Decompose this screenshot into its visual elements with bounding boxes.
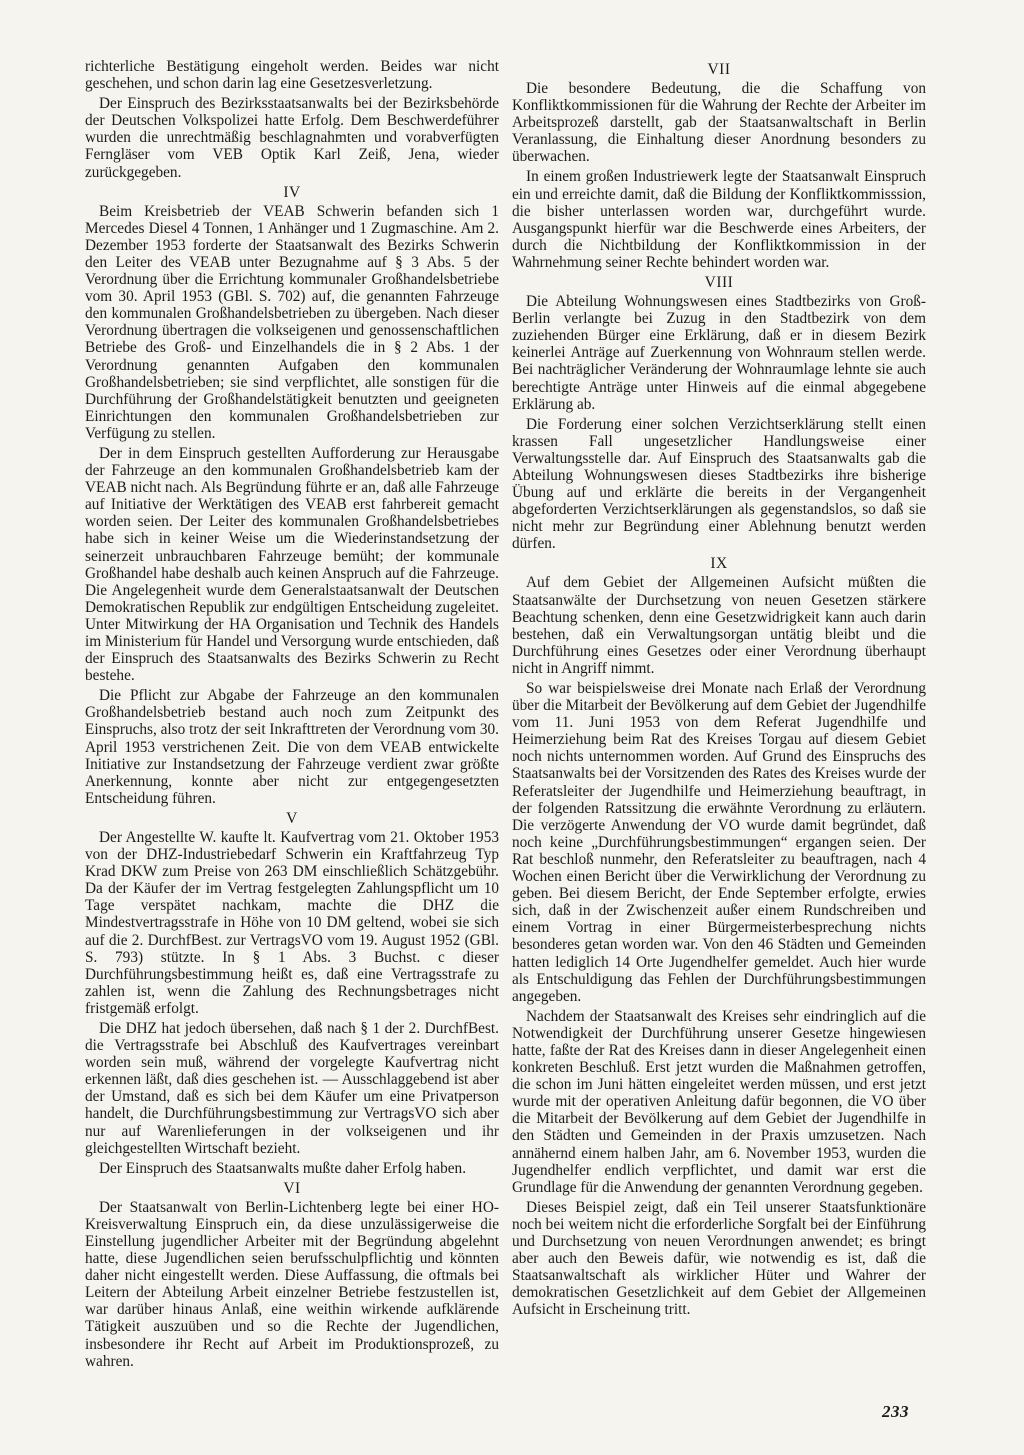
page-number: 233	[882, 1402, 909, 1421]
left-column	[85, 58, 499, 1373]
paragraph: Der Einspruch des Bezirksstaatsanwalts bei der Bezirksbehörde der Deutschen Volkspolizei hatte Erfolg. Dem Beschwerdeführer wurden die unrechtmäßig beschlagnahmten und vorabverfügten Ferngläser vom VEB Optik Karl Zeiß, Jena, wieder zurückgegeben.	[85, 95, 499, 181]
right-column	[512, 58, 926, 1321]
section-heading-ix: IX	[710, 555, 728, 573]
paragraph: So war beispielsweise drei Monate nach Erlaß der Verordnung über die Mitarbeit der Bevölkerung auf dem Gebiet der Jugendhilfe vom 11. Juni 1953 von dem Referat Jugendhilfe und Heimerziehung beim Rat des Kreises Torgau auf diesem Gebiet noch nichts unternommen worden. Auf Grund des Einspruchs des Staatsanwalts bei der Vorsitzenden des Rates des Kreises wurde der Referatsleiter der Jugendhilfe und Heimerziehung beauftragt, in der folgenden Ratssitzung die erwähnte Verordnung zu erläutern. Die verzögerte Anwendung der VO wurde damit begründet, daß noch keine „Durchführungsbestimmungen“ ergangen seien. Der Rat beschloß nunmehr, den Referatsleiter zu beauftragen, nach 4 Wochen einen Bericht über die Verwirklichung der Verordnung zu geben. Bei diesem Bericht, der Ende September erfolgte, erwies sich, daß in der Zwischenzeit außer einem Rundschreiben und einem Vortrag in einer Bürgermeisterbesprechung nichts besonderes getan worden war. Von den 46 Städten und Gemeinden hatten lediglich 14 Orte Jugendhelfer gemeldet. Auch hier wurde als Entschuldigung das Fehlen der Durchführungsbestimmungen angegeben.	[512, 680, 926, 1005]
paragraph: Die Abteilung Wohnungswesen eines Stadtbezirks von Groß-Berlin verlangte bei Zuzug in den Stadtbezirk von dem zuziehenden Bürger eine Erklärung, daß er in diesem Bezirk keinerlei Anträge auf Zuerkennung von Wohnraum stellen werde. Bei nachträglicher Veränderung der Wohnraumlage lehnte sie auch berechtigte Anträge unter Hinweis auf die einmal abgegebene Erklärung ab.	[512, 293, 926, 413]
paragraph: Die DHZ hat jedoch übersehen, daß nach § 1 der 2. DurchfBest. die Vertragsstrafe bei Abschluß des Kaufvertrages vereinbart worden sein muß, während der vorgelegte Kaufvertrag nicht erkennen läßt, daß dies geschehen ist. — Ausschlaggebend ist aber der Umstand, daß es sich bei dem Käufer um eine Privatperson handelt, die Durchführungsbestimmung zur VertragsVO sich aber nur auf Warenlieferungen in der volkseigenen und ihr gleichgestellten Wirtschaft bezieht.	[85, 1019, 499, 1157]
section-heading-viii: VIII	[704, 274, 734, 292]
paragraph: Nachdem der Staatsanwalt des Kreises sehr eindringlich auf die Notwendigkeit der Durchführung unserer Gesetze hingewiesen hatte, faßte der Rat des Kreises dann in dieser Angelegenheit einen konkreten Beschluß. Erst jetzt wurden die Maßnahmen getroffen, die schon im Juni hätten eingeleitet werden müssen, und erst jetzt wurde mit der operativen Anleitung dafür begonnen, die VO über die Mitarbeit der Bevölkerung auf dem Gebiet der Jugendhilfe in den Städten und Gemeinden in der Praxis umzusetzen. Nach annähernd einem halben Jahr, am 6. November 1953, wurden die Jugendhelfer endlich verpflichtet, und damit war erst die Grundlage für die Anwendung der genannten Verordnung gegeben.	[512, 1007, 926, 1196]
section-heading-iv: IV	[283, 183, 301, 201]
section-heading-vi: VI	[283, 1179, 301, 1197]
section-heading-v: V	[286, 809, 298, 827]
paragraph: richterliche Bestätigung eingeholt werden. Beides war nicht geschehen, und schon darin lag eine Gesetzesverletzung.	[85, 58, 499, 93]
paragraph: Beim Kreisbetrieb der VEAB Schwerin befanden sich 1 Mercedes Diesel 4 Tonnen, 1 Anhänger und 1 Zugmaschine. Am 2. Dezember 1953 forderte der Staatsanwalt des Bezirks Schwerin den Leiter des VEAB unter Bezugnahme auf § 3 Abs. 5 der Verordnung über die Errichtung kommunaler Großhandelsbetriebe vom 30. April 1953 (GBl. S. 702) auf, die genannten Fahrzeuge den kommunalen Großhandelsbetrieben zu übergeben. Nach dieser Verordnung übertragen die volkseigenen und genossenschaftlichen Betriebe des Groß- und Einzelhandels die in § 2 Abs. 1 der Verordnung genannten Aufgaben den kommunalen Großhandelsbetrieben; sie sind verpflichtet, alle sonstigen für die Durchführung der Großhandelstätigkeit benutzten und geeigneten Einrichtungen den kommunalen Großhandelsbetrieben zur Verfügung zu stellen.	[85, 202, 499, 442]
paragraph: Der in dem Einspruch gestellten Aufforderung zur Herausgabe der Fahrzeuge an den kommunalen Großhandelsbetrieb kam der VEAB nicht nach. Als Begründung führte er an, daß alle Fahrzeuge auf Initiative der Werktätigen des VEAB erst fahrbereit gemacht worden seien. Der Leiter des kommunalen Großhandelsbetriebes habe sich in keiner Weise um die Wiederinstandsetzung der seinerzeit unbrauchbaren Fahrzeuge bemüht; der kommunale Großhandel habe deshalb auch keinen Anspruch auf die Fahrzeuge. Die Angelegenheit wurde dem Generalstaatsanwalt der Deutschen Demokratischen Republik zur endgültigen Entscheidung zugeleitet. Unter Mitwirkung der HA Organisation und Technik des Handels im Ministerium für Handel und Versorgung wurde entschieden, daß der Einspruch des Staatsanwalts des Bezirks Schwerin zu Recht bestehe.	[85, 444, 499, 685]
paragraph: Die Forderung einer solchen Verzichtserklärung stellt einen krassen Fall ungesetzlicher Handlungsweise einer Verwaltungsstelle dar. Auf Einspruch des Staatsanwalts gab die Abteilung Wohnungswesen dieses Stadtbezirks ihre bisherige Übung auf und erklärte die bereits in der Vergangenheit abgeforderten Verzichtserklärungen als gegenstandslos, so daß sie nicht mehr zur Begründung einer Ablehnung benutzt werden dürfen.	[512, 415, 926, 553]
section-heading-vii: VII	[707, 61, 731, 78]
paragraph: In einem großen Industriewerk legte der Staatsanwalt Einspruch ein und erreichte damit, daß die Bildung der Konfliktkommisssion, die bisher unterlassen worden war, durchgeführt wurde. Ausgangspunkt hierfür war die Beschwerde eines Arbeiters, der durch die Nichtbildung der Konfliktkommission in der Wahrnehmung seiner Rechte behindert worden war.	[512, 168, 926, 271]
paragraph: Der Staatsanwalt von Berlin-Lichtenberg legte bei einer HO-Kreisverwaltung Einspruch ein, da diese unzulässigerweise die Einstellung jugendlicher Arbeiter mit der Begründung abgelehnt hatte, diese Jugendlichen seien berufsschulpflichtig und könnten daher nicht eingestellt werden. Diese Auffassung, die oftmals bei Leitern der Abteilung Arbeit einzelner Betriebe festzustellen ist, war darüber hinaus Anlaß, eine weithin wirkende aufklärende Tätigkeit auszuüben und so die Rechte der Jugendlichen, insbesondere ihr Recht auf Arbeit im Produktionsprozeß, zu wahren.	[85, 1198, 499, 1370]
paragraph: Der Angestellte W. kaufte lt. Kaufvertrag vom 21. Oktober 1953 von der DHZ-Industriebedarf Schwerin ein Kraftfahrzeug Typ Krad DKW zum Preise von 263 DM einschließlich Schätzgebühr. Da der Käufer der im Vertrag festgelegten Zahlungspflicht um 10 Tage verspätet nachkam, machte die DHZ die Mindestvertragsstrafe in Höhe von 10 DM geltend, wobei sie sich auf die 2. DurchfBest. zur VertragsVO vom 19. August 1952 (GBl. S. 793) stützte. In § 1 Abs. 3 Buchst. c dieser Durchführungsbestimmung heißt es, daß eine Vertragsstrafe zu zahlen ist, wenn die Zahlung des Rechnungsbetrages nicht fristgemäß erfolgt.	[85, 828, 499, 1017]
paragraph: Dieses Beispiel zeigt, daß ein Teil unserer Staatsfunktionäre noch bei weitem nicht die erforderliche Sorgfalt bei der Einführung und Durchsetzung von neuen Verordnungen anwendet; es bringt aber auch den Beweis dafür, wie notwendig es ist, daß die Staatsanwaltschaft als wirklicher Hüter und Wahrer der demokratischen Gesetzlichkeit auf dem Gebiet der Allgemeinen Aufsicht in Erscheinung tritt.	[512, 1198, 926, 1319]
paragraph: Der Einspruch des Staatsanwalts mußte daher Erfolg haben.	[99, 1159, 467, 1177]
paragraph: Auf dem Gebiet der Allgemeinen Aufsicht müßten die Staatsanwälte der Durchsetzung von neuen Gesetzen stärkere Beachtung schenken, denn eine Gesetzwidrigkeit kann auch darin bestehen, daß ein Verwaltungsorgan untätig bleibt und die Durchführung eines Gesetzes oder einer Verordnung überhaupt nicht in Angriff nimmt.	[512, 574, 926, 677]
paragraph: Die besondere Bedeutung, die die Schaffung von Konfliktkommissionen für die Wahrung der Rechte der Arbeiter im Arbeitsprozeß darstellt, gab der Staatsanwaltschaft in Berlin Veranlassung, die Einhaltung dieser Anordnung besonders zu überwachen.	[512, 80, 926, 166]
paragraph: Die Pflicht zur Abgabe der Fahrzeuge an den kommunalen Großhandelsbetrieb bestand auch noch zum Zeitpunkt des Einspruchs, also trotz der seit Inkrafttreten der Verordnung vom 30. April 1953 verstrichenen Zeit. Die von dem VEAB entwickelte Initiative zur Instandsetzung der Fahrzeuge verdient zwar größte Anerkennung, konnte aber nicht zur entgegengesetzten Entscheidung führen.	[85, 687, 499, 807]
